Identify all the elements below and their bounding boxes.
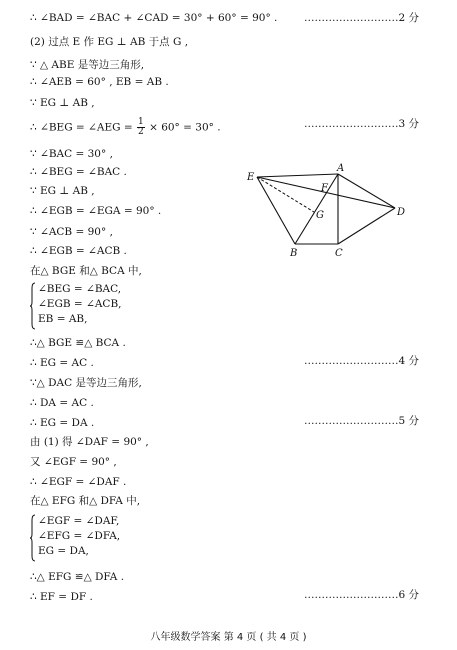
brace-system-2 xyxy=(30,514,150,562)
score-label: 3 分 xyxy=(398,118,419,130)
proof-line-10: ∴ ∠EGB = ∠EGA = 90° . xyxy=(30,205,162,217)
brace-2-line-1: ∠EGF = ∠DAF, xyxy=(38,515,120,527)
segment-EA xyxy=(257,174,338,177)
brace-2-line-2: ∠EFG = ∠DFA, xyxy=(38,530,121,542)
proof-line-13: 在△ BGE 和△ BCA 中, xyxy=(30,265,142,277)
point-label-B: B xyxy=(290,248,298,259)
proof-line-9: ∵ EG ⊥ AB , xyxy=(30,185,95,197)
segment-AD xyxy=(338,174,395,208)
proof-line-6-post: × 60° = 30° . xyxy=(149,121,221,134)
score-dots: ……………………… xyxy=(303,589,399,601)
proof-line-16: ∵△ DAC 是等边三角形, xyxy=(30,377,142,389)
segment-AB xyxy=(295,174,338,244)
proof-line-18: ∴ EG = DA . xyxy=(30,417,95,429)
score-label: 6 分 xyxy=(398,589,419,601)
score-marker-6 xyxy=(304,589,419,602)
brace-icon xyxy=(30,282,36,330)
score-dots: ……………………… xyxy=(303,415,399,427)
proof-line-15: ∴ EG = AC . xyxy=(30,357,94,369)
score-dots: ……………………… xyxy=(303,12,399,24)
fraction xyxy=(137,118,145,137)
geometry-figure xyxy=(245,160,415,265)
brace-1-line-2: ∠EGB = ∠ACB, xyxy=(38,298,122,310)
proof-line-1: ∴ ∠BAD = ∠BAC + ∠CAD = 30° + 60° = 90° . xyxy=(30,12,278,24)
brace-icon xyxy=(30,514,36,562)
brace-lines-2 xyxy=(38,514,120,559)
proof-line-5: ∵ EG ⊥ AB , xyxy=(30,97,95,109)
brace-lines-1 xyxy=(38,282,122,327)
score-dots: ……………………… xyxy=(303,118,399,130)
score-dots: ……………………… xyxy=(303,355,399,367)
proof-line-3: ∵ △ ABE 是等边三角形, xyxy=(30,59,145,71)
brace-1-line-3: EB = AB, xyxy=(38,313,88,325)
point-label-A: A xyxy=(337,163,345,174)
score-marker-5 xyxy=(304,415,419,428)
score-marker-2 xyxy=(304,12,419,25)
segment-EB xyxy=(257,177,295,244)
proof-line-14: ∴△ BGE ≌△ BCA . xyxy=(30,337,126,349)
fraction-numerator: 1 xyxy=(137,117,144,127)
proof-line-22: 在△ EFG 和△ DFA 中, xyxy=(30,495,141,507)
proof-line-12: ∴ ∠EGB = ∠ACB . xyxy=(30,245,127,257)
proof-line-23: ∴△ EFG ≌△ DFA . xyxy=(30,571,125,583)
score-marker-3 xyxy=(304,118,419,131)
point-label-C: C xyxy=(335,248,343,259)
brace-system-1 xyxy=(30,282,150,330)
proof-line-17: ∴ DA = AC . xyxy=(30,397,94,409)
proof-line-11: ∵ ∠ACB = 90° , xyxy=(30,226,113,238)
proof-line-6-pre: ∴ ∠BEG = ∠AEG = xyxy=(30,121,133,134)
point-label-G: G xyxy=(316,210,324,221)
proof-line-2: (2) 过点 E 作 EG ⊥ AB 于点 G , xyxy=(30,36,189,48)
segment-EG-dashed xyxy=(257,177,314,212)
proof-line-19: 由 (1) 得 ∠DAF = 90° , xyxy=(30,436,149,448)
page-footer: 八年级数学答案 第 4 页 ( 共 4 页 ) xyxy=(150,632,307,643)
score-marker-4 xyxy=(304,355,419,368)
brace-1-line-1: ∠BEG = ∠BAC, xyxy=(38,283,122,295)
fraction-denominator: 2 xyxy=(137,127,144,137)
score-label: 4 分 xyxy=(398,355,419,367)
proof-line-4: ∴ ∠AEB = 60° , EB = AB . xyxy=(30,76,169,88)
proof-line-8: ∴ ∠BEG = ∠BAC . xyxy=(30,166,127,178)
proof-line-24: ∴ EF = DF . xyxy=(30,591,93,603)
point-label-E: E xyxy=(247,172,255,183)
proof-line-6 xyxy=(30,118,221,137)
point-label-D: D xyxy=(397,207,406,218)
segment-CD xyxy=(338,208,395,244)
point-label-F: F xyxy=(321,183,328,194)
proof-line-7: ∵ ∠BAC = 30° , xyxy=(30,148,113,160)
proof-line-21: ∴ ∠EGF = ∠DAF . xyxy=(30,476,127,488)
score-label: 5 分 xyxy=(398,415,419,427)
score-label: 2 分 xyxy=(398,12,419,24)
proof-line-20: 又 ∠EGF = 90° , xyxy=(30,456,117,468)
brace-2-line-3: EG = DA, xyxy=(38,545,89,557)
